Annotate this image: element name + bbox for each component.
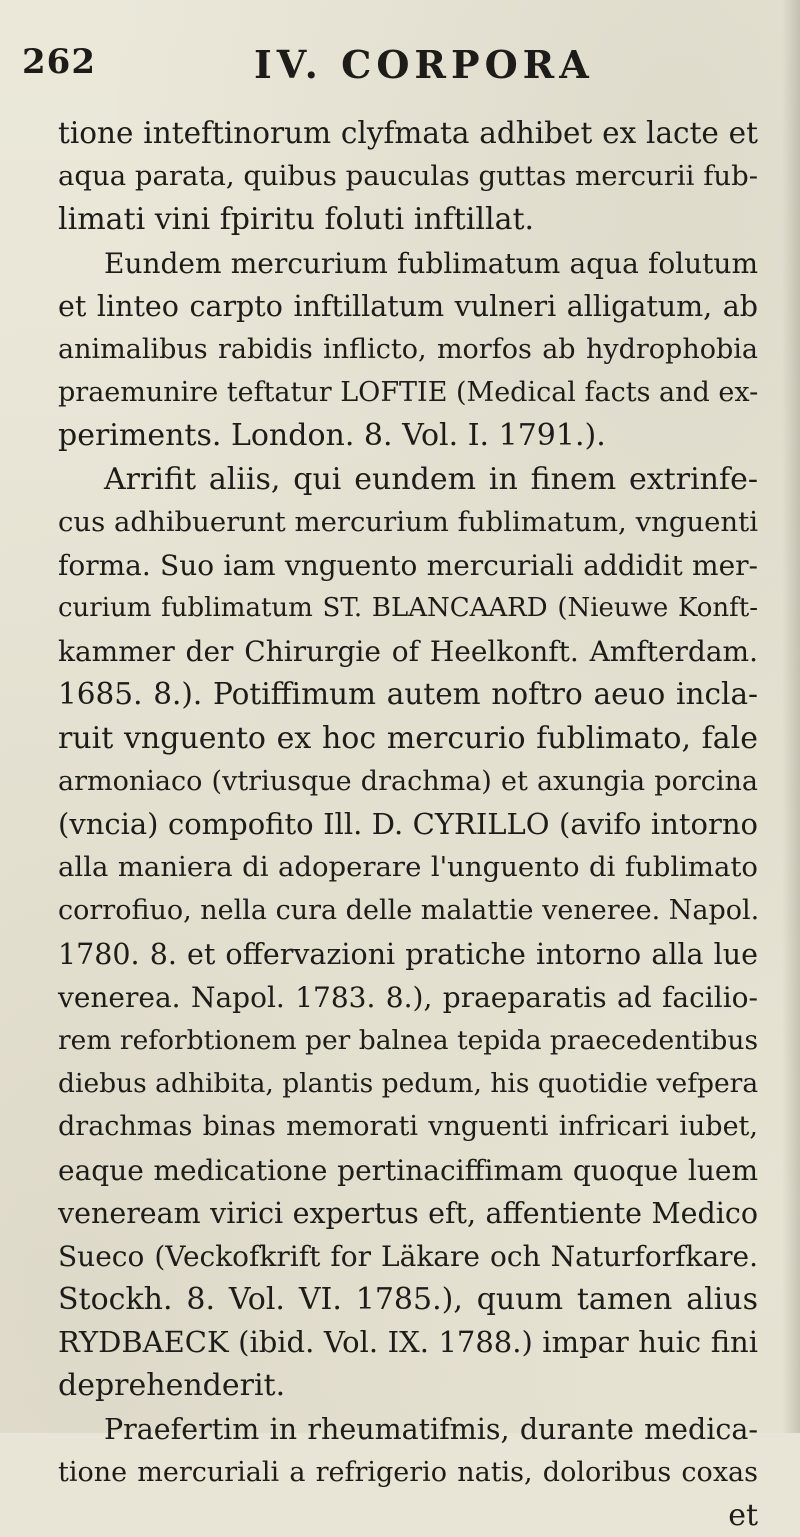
text-line: 1685. 8.). Potiffimum autem noftro aeuo incla- bbox=[58, 677, 758, 712]
text-line: tione inteftinorum clyfmata adhibet ex lacte et bbox=[58, 116, 758, 150]
text-line: rem reforbtionem per balnea tepida praecedentibus bbox=[58, 1024, 759, 1056]
text-line: venerea. Napol. 1783. 8.), praeparatis ad facilio- bbox=[58, 980, 758, 1014]
text-line: Arrifit aliis, qui eundem in finem extrinfe- bbox=[104, 461, 758, 497]
text-line: cus adhibuerunt mercurium fublimatum, vnguenti bbox=[58, 505, 758, 538]
text-line: (vncia) compofito Ill. D. CYRILLO (avifo intorno bbox=[58, 807, 758, 841]
text-line: ruit vnguento ex hoc mercurio fublimato, fale bbox=[58, 720, 758, 756]
text-line: diebus adhibita, plantis pedum, his quotidie vefpera bbox=[58, 1068, 759, 1100]
text-line: limati vini fpiritu foluti inftillat. bbox=[58, 202, 535, 238]
text-line: RYDBAECK (ibid. Vol. IX. 1788.) impar huic fini bbox=[58, 1325, 758, 1360]
text-line: veneream virici expertus eft, affentiente Medico bbox=[58, 1196, 758, 1230]
text-line: tione mercuriali a refrigerio natis, doloribus coxas bbox=[58, 1456, 758, 1488]
page-header bbox=[22, 42, 782, 102]
text-line: animalibus rabidis inflicto, morfos ab hydrophobia bbox=[58, 333, 758, 365]
text-line: corrofiuo, nella cura delle malattie veneree. Napol. bbox=[58, 895, 760, 927]
text-line: forma. Suo iam vnguento mercuriali addidit mer- bbox=[58, 548, 758, 582]
text-line: aqua parata, quibus pauculas guttas mercurii fub- bbox=[58, 160, 759, 193]
body-text bbox=[58, 112, 758, 1537]
text-line: drachmas binas memorati vnguenti infricari iubet, bbox=[58, 1111, 758, 1143]
text-line: armoniaco (vtriusque drachma) et axungia porcina bbox=[58, 765, 758, 797]
page-number: 262 bbox=[22, 42, 96, 82]
text-line: periments. London. 8. Vol. I. 1791.). bbox=[58, 418, 606, 454]
text-line: curium fublimatum ST. BLANCAARD (Nieuwe Konft- bbox=[58, 593, 758, 624]
text-line: Stockh. 8. Vol. VI. 1785.), quum tamen alius bbox=[58, 1282, 758, 1318]
catchword: et bbox=[728, 1498, 758, 1533]
text-line: Eundem mercurium fublimatum aqua folutum bbox=[104, 246, 758, 280]
running-title: IV. CORPORA bbox=[254, 42, 594, 87]
text-line: deprehenderit. bbox=[58, 1368, 286, 1404]
text-line: kammer der Chirurgie of Heelkonft. Amfterdam. bbox=[58, 635, 758, 669]
text-line: Praefertim in rheumatifmis, durante medica- bbox=[104, 1412, 758, 1446]
text-line: et linteo carpto inftillatum vulneri alligatum, ab bbox=[58, 289, 758, 323]
text-line: alla maniera di adoperare l'unguento di fublimato bbox=[58, 851, 758, 884]
text-line: praemunire teftatur LOFTIE (Medical facts and ex- bbox=[58, 377, 759, 409]
text-line: 1780. 8. et offervazioni pratiche intorno alla lue bbox=[58, 937, 758, 971]
page-edge-shadow bbox=[782, 0, 800, 1433]
text-line: Sueco (Veckofkrift for Läkare och Naturforfkare. bbox=[58, 1239, 758, 1273]
text-line: eaque medicatione pertinaciffimam quoque luem bbox=[58, 1153, 758, 1187]
